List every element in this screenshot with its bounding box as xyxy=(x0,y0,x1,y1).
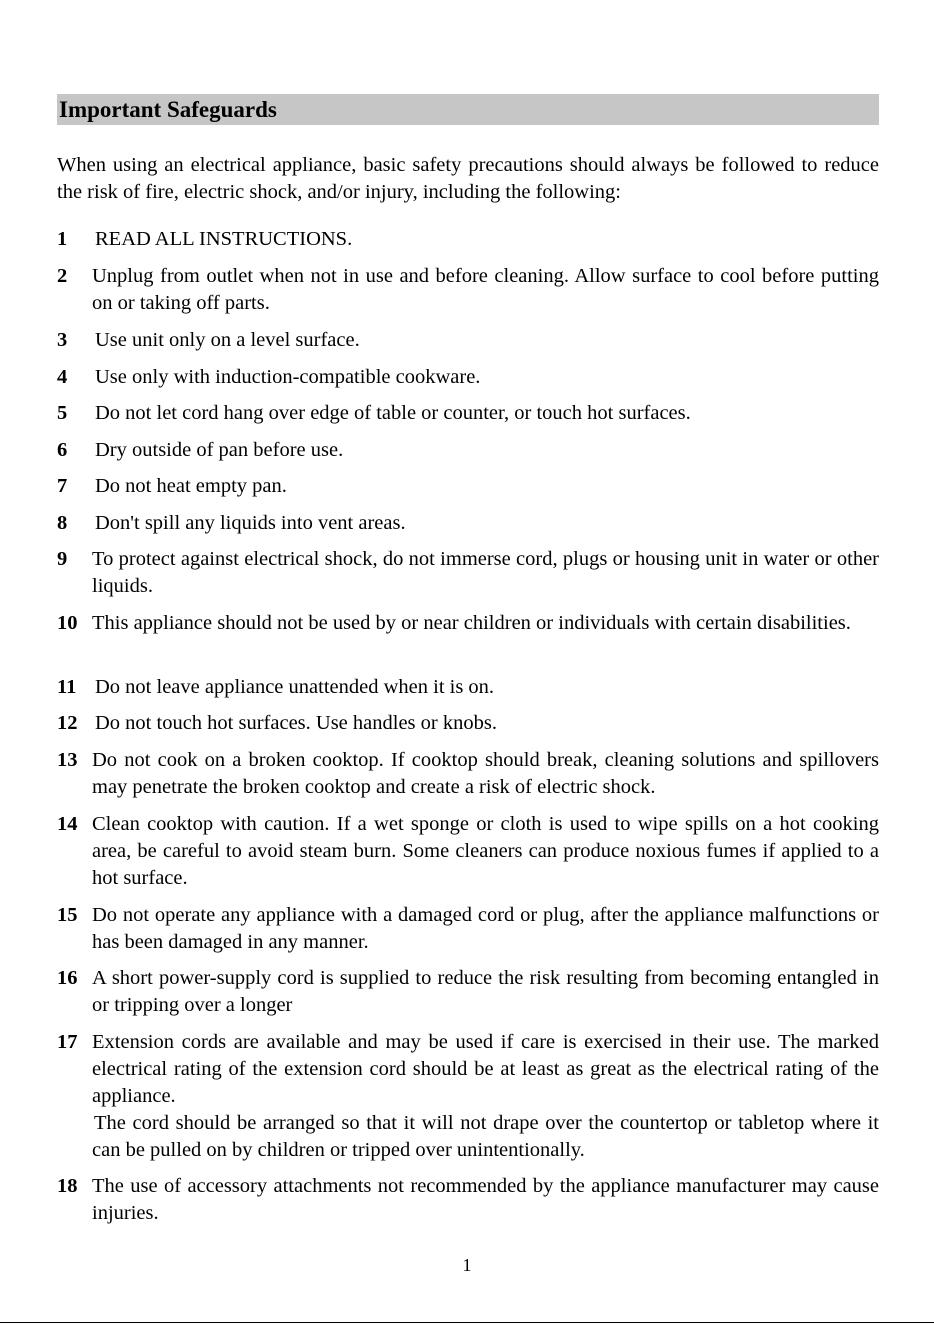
item-text: Do not operate any appliance with a damaged cord or plug, after the appliance malfunctions or has been damaged in any manner. xyxy=(92,904,879,953)
item-text: Unplug from outlet when not in use and before cleaning. Allow surface to cool before putting on or taking off parts. xyxy=(92,265,879,314)
list-item xyxy=(57,610,879,637)
item-number: 10 xyxy=(57,612,78,634)
item-text: Do not heat empty pan. xyxy=(95,475,287,497)
item-text: Extension cords are available and may be used if care is exercised in their use. The marked electrical rating of the extension cord should be at least as great as the electrical rating of the appliance. xyxy=(92,1031,879,1107)
page-bottom-rule xyxy=(0,1322,934,1323)
item-text: Do not cook on a broken cooktop. If cooktop should break, cleaning solutions and spillovers may penetrate the broken cooktop and create a risk of electric shock. xyxy=(92,749,879,798)
list-item xyxy=(57,710,879,737)
item-number: 6 xyxy=(57,439,68,461)
list-item xyxy=(57,674,879,701)
item-text: Don't spill any liquids into vent areas. xyxy=(95,512,406,534)
item-number: 7 xyxy=(57,475,68,497)
item-text: The use of accessory attachments not recommended by the appliance manufacturer may cause injuries. xyxy=(92,1175,879,1224)
item-number: 15 xyxy=(57,904,78,926)
item-number: 13 xyxy=(57,749,78,771)
item-text: Use only with induction-compatible cookware. xyxy=(95,366,481,388)
item-number: 2 xyxy=(57,265,68,287)
list-item xyxy=(57,473,879,500)
item-number: 16 xyxy=(57,967,78,989)
list-item xyxy=(57,965,879,1019)
item-text: Clean cooktop with caution. If a wet sponge or cloth is used to wipe spills on a hot cooking area, be careful to avoid steam burn. Some cleaners can produce noxious fumes if applied to a hot surface. xyxy=(92,813,879,889)
list-item xyxy=(57,510,879,537)
item-number: 3 xyxy=(57,329,68,351)
list-item xyxy=(57,1173,879,1227)
item-number: 18 xyxy=(57,1175,78,1197)
list-item xyxy=(57,226,879,253)
list-item xyxy=(57,811,879,892)
item-number: 14 xyxy=(57,813,78,835)
item-text: A short power-supply cord is supplied to reduce the risk resulting from becoming entangled in or tripping over a longer xyxy=(92,967,879,1016)
list-item xyxy=(57,327,879,354)
item-number: 11 xyxy=(57,676,77,698)
list-item xyxy=(57,400,879,427)
item-text: Do not let cord hang over edge of table or counter, or touch hot surfaces. xyxy=(95,402,691,424)
item-number: 8 xyxy=(57,512,68,534)
item-number: 17 xyxy=(57,1031,78,1053)
list-item xyxy=(57,902,879,956)
list-item xyxy=(57,437,879,464)
item-number: 4 xyxy=(57,366,68,388)
list-item xyxy=(57,546,879,600)
page-title: Important Safeguards xyxy=(59,97,277,122)
item-text: Use unit only on a level surface. xyxy=(95,329,360,351)
page-number: 1 xyxy=(462,1255,472,1275)
item-number: 9 xyxy=(57,548,68,570)
item-text: This appliance should not be used by or near children or individuals with certain disabilities. xyxy=(92,612,851,634)
item-text-continuation: The cord should be arranged so that it will not drape over the countertop or tabletop where it can be pulled on by children or tripped over unintentionally. xyxy=(92,1112,879,1161)
list-item xyxy=(57,364,879,391)
item-number: 12 xyxy=(57,712,78,734)
item-text: Do not leave appliance unattended when it is on. xyxy=(95,676,495,698)
list-item xyxy=(57,747,879,801)
item-text: To protect against electrical shock, do not immerse cord, plugs or housing unit in water or other liquids. xyxy=(92,548,879,597)
item-text: Dry outside of pan before use. xyxy=(95,439,344,461)
item-text: READ ALL INSTRUCTIONS. xyxy=(95,228,353,250)
item-text: Do not touch hot surfaces. Use handles or knobs. xyxy=(95,712,497,734)
intro-paragraph: When using an electrical appliance, basic safety precautions should always be followed to reduce the risk of fire, electric shock, and/or injury, including the following: xyxy=(57,154,879,203)
list-item xyxy=(57,1029,879,1164)
list-item xyxy=(57,263,879,317)
item-number: 5 xyxy=(57,402,68,424)
item-number: 1 xyxy=(57,228,68,250)
